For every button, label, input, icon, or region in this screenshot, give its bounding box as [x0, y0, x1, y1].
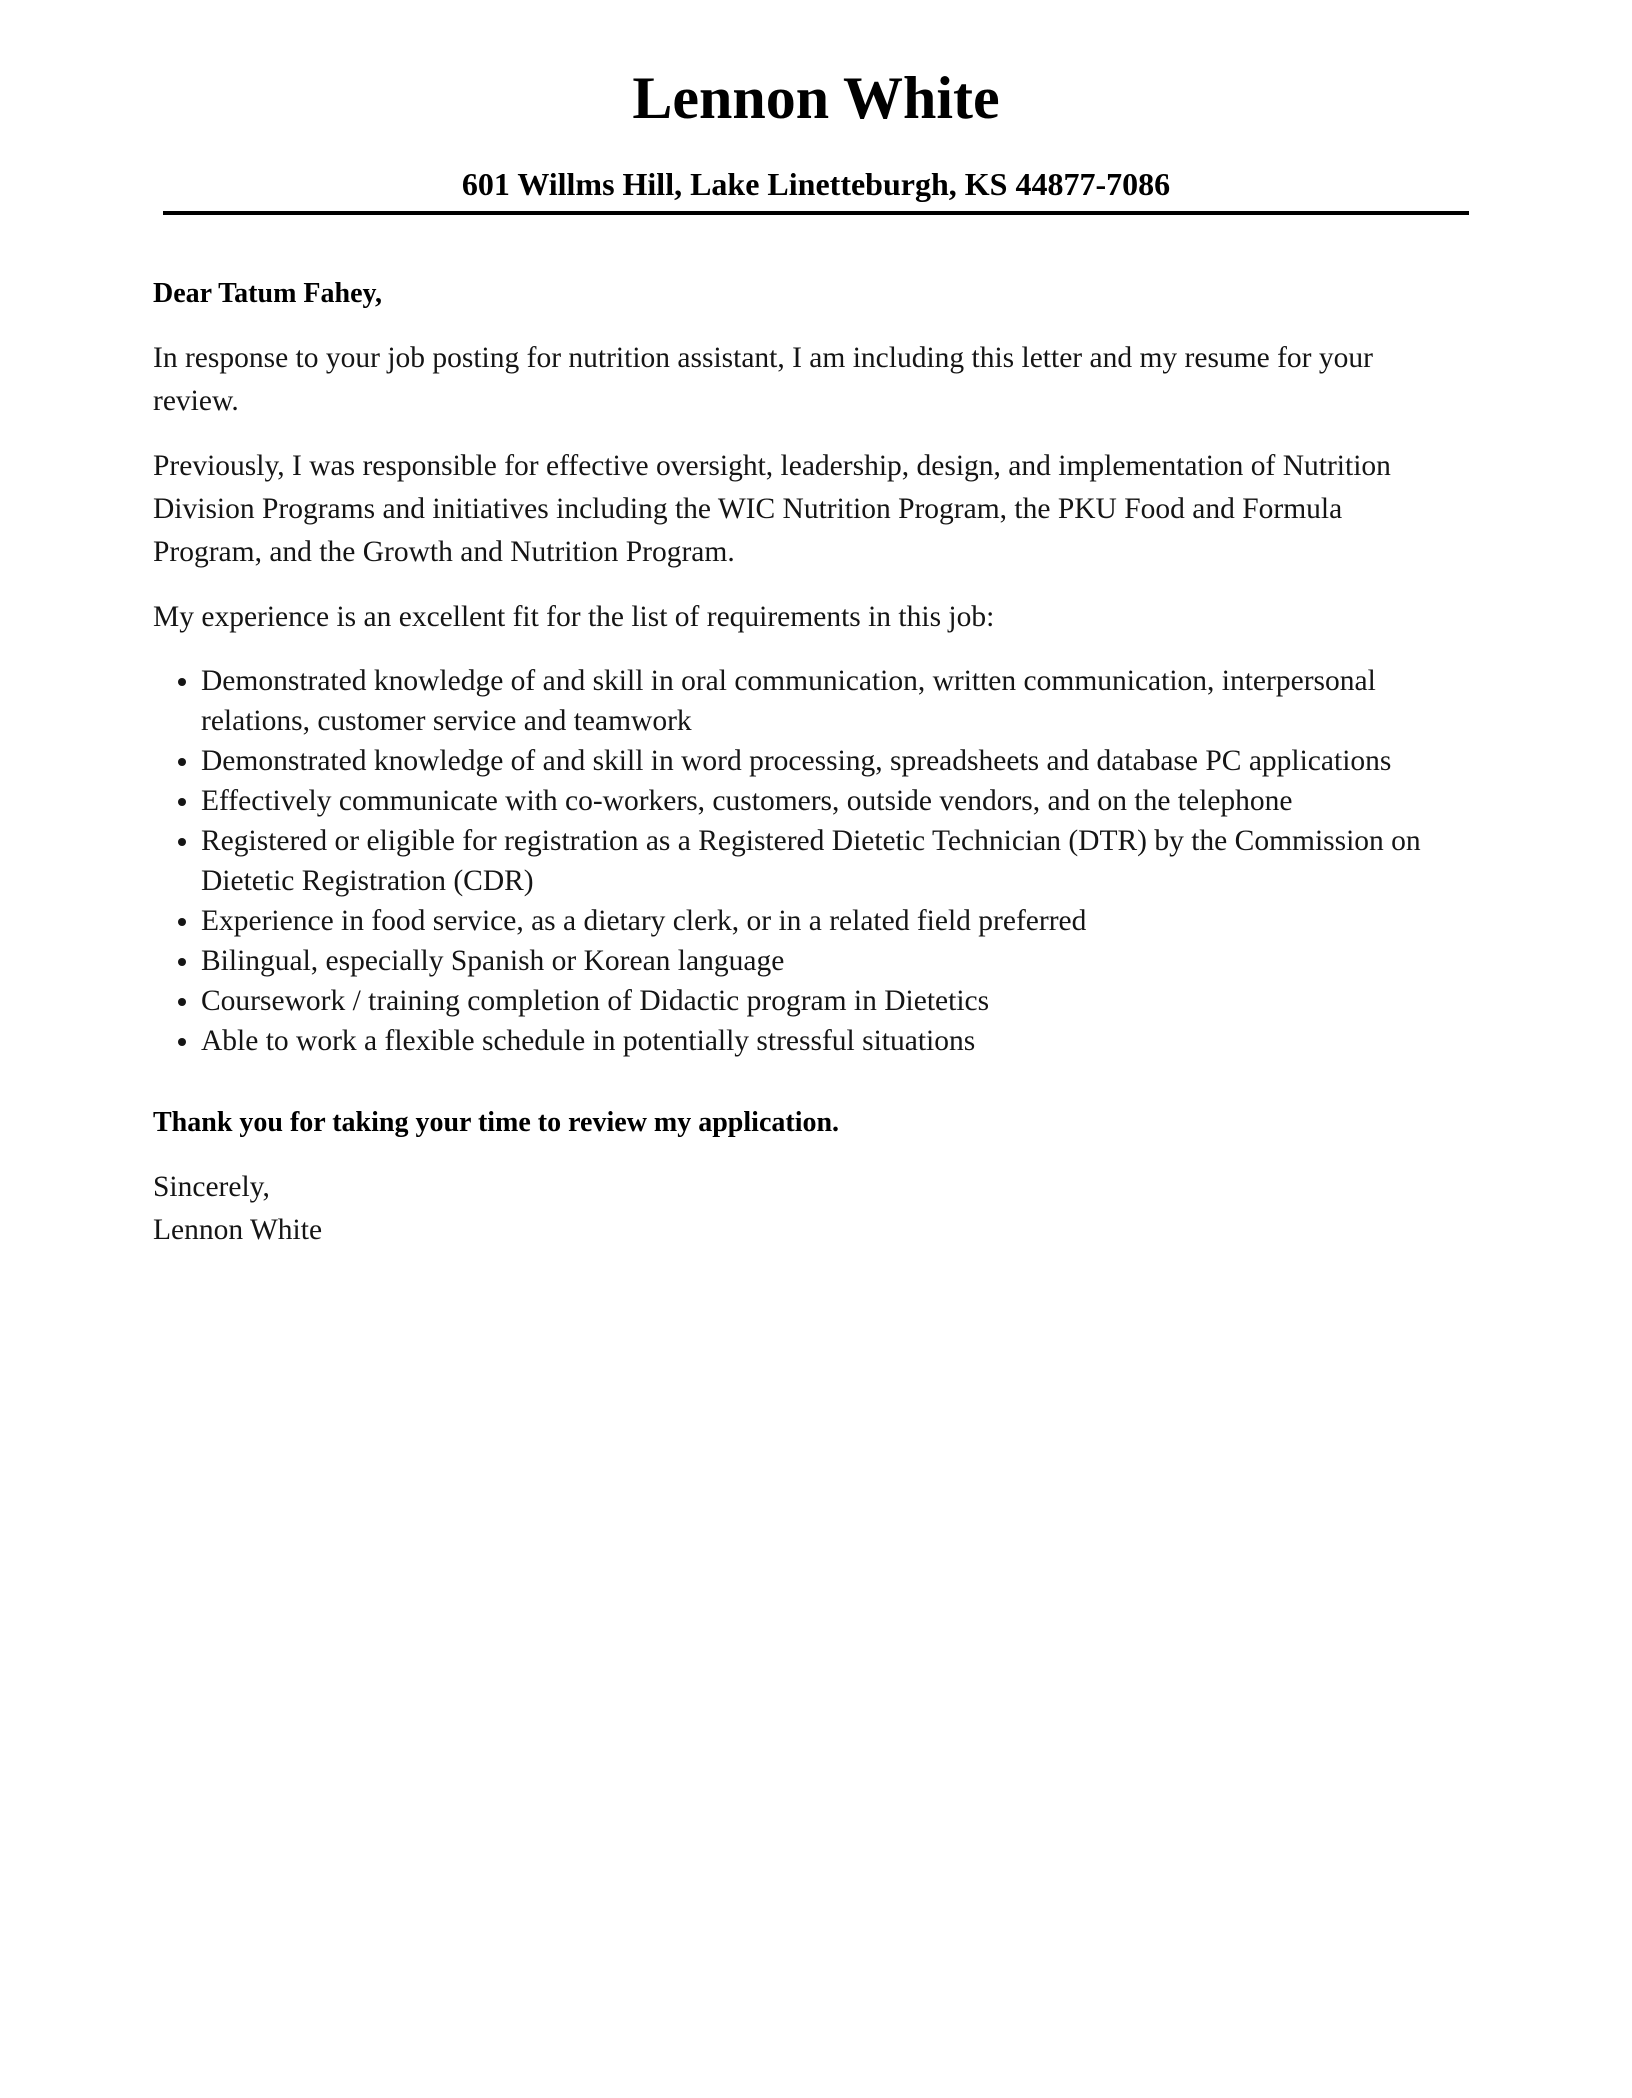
applicant-address: 601 Willms Hill, Lake Linetteburgh, KS 44877-7086 — [461, 166, 1171, 202]
list-item: • Demonstrated knowledge of and skill in word processing, spreadsheets and database PC applications — [201, 741, 1453, 781]
signoff: Sincerely, — [153, 1171, 270, 1203]
list-item: • Bilingual, especially Spanish or Korean language — [201, 941, 1453, 981]
list-item: • Experience in food service, as a dietary clerk, or in a related field preferred — [201, 901, 1453, 941]
signature: Lennon White — [153, 1214, 323, 1246]
applicant-name: Lennon White — [632, 65, 1000, 131]
list-item: • Coursework / training completion of Didactic program in Dietetics — [201, 981, 1453, 1021]
list-item: • Effectively communicate with co-workers, customers, outside vendors, and on the telephone — [201, 781, 1453, 821]
intro-paragraph: In response to your job posting for nutrition assistant, I am including this letter and my resume for your review. — [153, 342, 1373, 417]
letter-body — [153, 272, 1453, 1252]
list-item: • Demonstrated knowledge of and skill in oral communication, written communication, interpersonal relations, customer service and teamwork — [201, 661, 1453, 741]
requirements-intro: My experience is an excellent fit for the list of requirements in this job: — [153, 601, 995, 633]
list-item: • Registered or eligible for registration as a Registered Dietetic Technician (DTR) by the Commission on Dietetic Registration (CDR) — [201, 821, 1453, 901]
salutation: Dear Tatum Fahey, — [153, 278, 382, 309]
list-item: • Able to work a flexible schedule in potentially stressful situations — [201, 1021, 1453, 1061]
requirements-list — [153, 661, 1453, 1061]
closing-statement: Thank you for taking your time to review my application. — [153, 1107, 840, 1138]
header-divider — [163, 211, 1469, 215]
experience-paragraph: Previously, I was responsible for effective oversight, leadership, design, and implementation of Nutrition Division Programs and initiatives including the WIC Nutrition Program, the PKU Food and Formula Program, and the Growth and Nutrition Program. — [153, 450, 1391, 568]
